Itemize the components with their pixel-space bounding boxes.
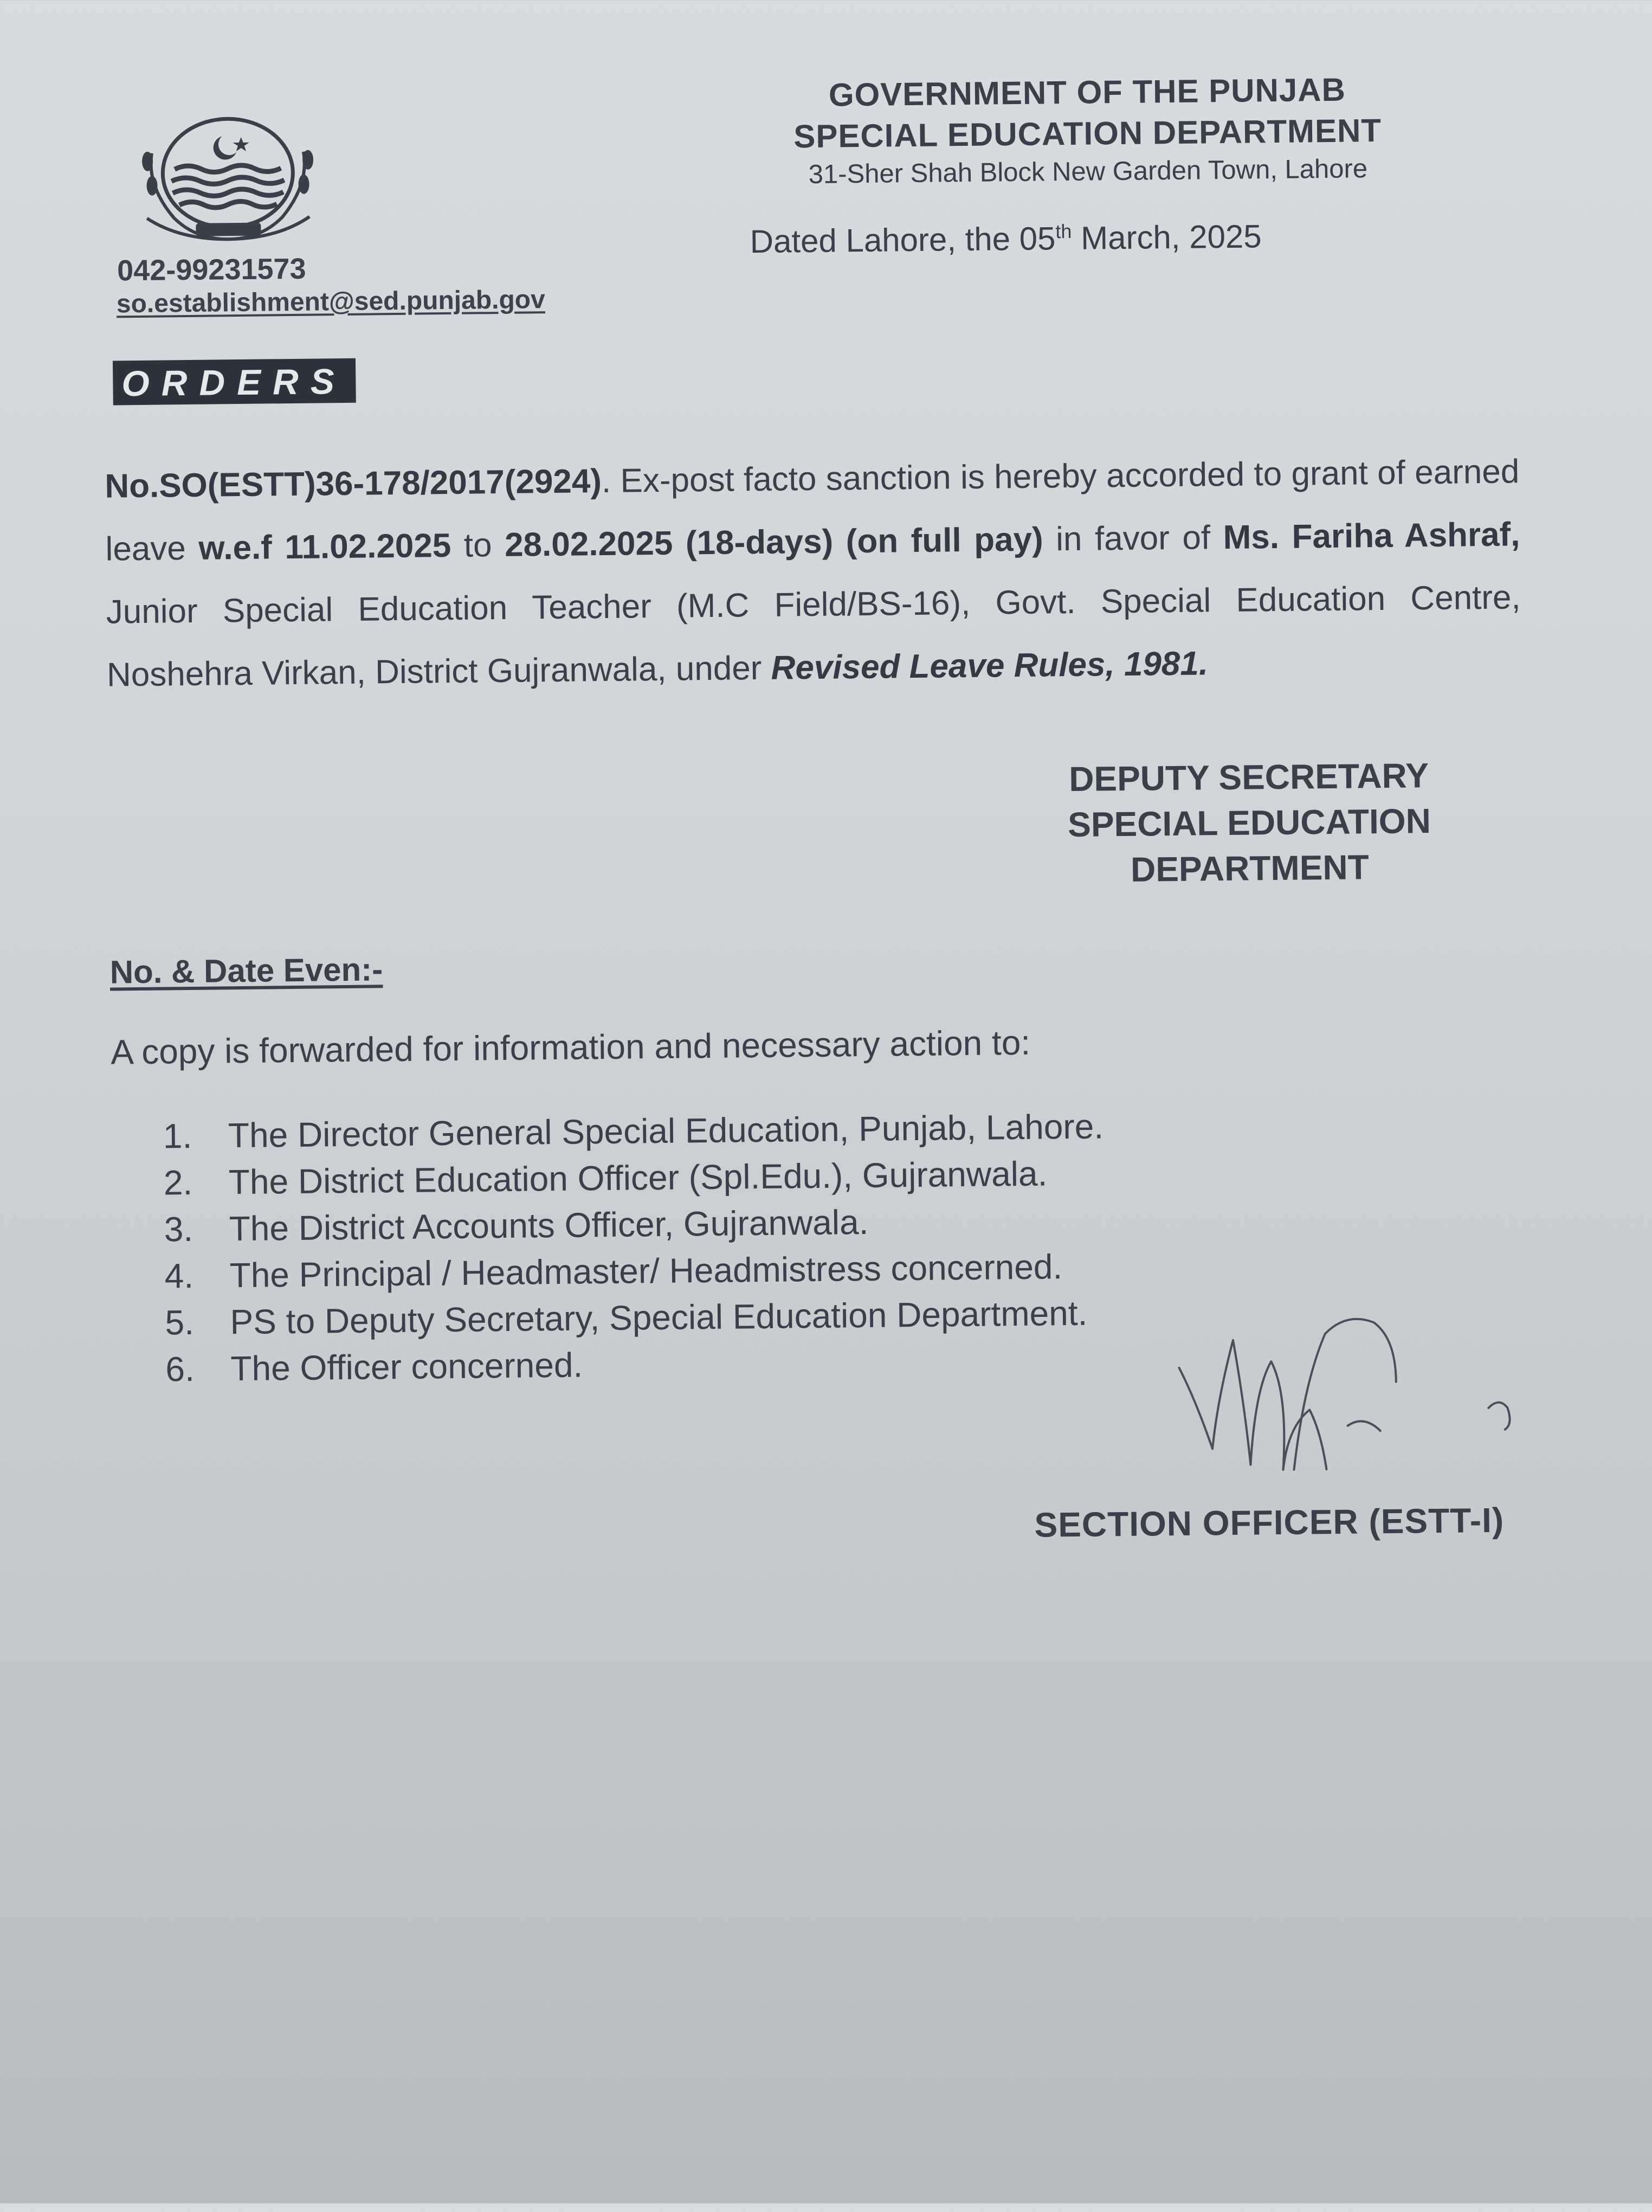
deputy-secretary-block	[1005, 752, 1494, 893]
list-item-number: 1.	[163, 1116, 192, 1156]
employee-name: Ms. Fariha Ashraf,	[1223, 516, 1520, 557]
copy-forward-intro: A copy is forwarded for information and necessary action to:	[110, 1023, 1031, 1072]
department-address: 31-Sher Shah Block New Garden Town, Lahore	[808, 154, 1368, 189]
list-item-number: 5.	[165, 1302, 195, 1342]
date-ordinal: th	[1055, 220, 1072, 243]
date-line	[750, 217, 1262, 260]
signatory-line-2: SPECIAL EDUCATION	[1067, 801, 1431, 845]
punjab-emblem-icon	[130, 108, 326, 256]
date-suffix: March, 2025	[1072, 218, 1262, 256]
list-item-text: PS to Deputy Secretary, Special Education Department.	[230, 1293, 1088, 1342]
leave-rules: Revised Leave Rules, 1981.	[771, 645, 1209, 687]
order-text-1: . Ex-post facto sanction is hereby accorded to grant of earned leave	[105, 453, 1520, 568]
section-officer-title: SECTION OFFICER (ESTT-I)	[1034, 1500, 1505, 1545]
letterhead-title	[738, 68, 1438, 192]
distribution-list	[163, 1103, 1106, 1392]
signatory-line-3: DEPARTMENT	[1130, 847, 1370, 889]
list-item	[165, 1336, 1106, 1392]
orders-heading: ORDERS	[113, 358, 356, 406]
list-item-text: The Officer concerned.	[230, 1345, 583, 1388]
government-name: GOVERNMENT OF THE PUNJAB	[828, 71, 1346, 113]
handwritten-signature-icon	[1167, 1299, 1560, 1520]
department-name: SPECIAL EDUCATION DEPARTMENT	[793, 112, 1382, 155]
list-item-text: The District Education Officer (Spl.Edu.), Gujranwala.	[228, 1154, 1048, 1202]
list-item-number: 4.	[164, 1256, 194, 1296]
leave-period: 28.02.2025 (18-days) (on full pay)	[504, 520, 1044, 564]
order-number: No.SO(ESTT)36-178/2017(2924)	[105, 462, 602, 505]
list-item-number: 6.	[165, 1349, 195, 1389]
list-item-text: The Director General Special Education, Punjab, Lahore.	[228, 1107, 1104, 1155]
list-item	[165, 1289, 1106, 1346]
phone-number: 042-99231573	[117, 252, 306, 287]
list-item-text: The District Accounts Officer, Gujranwala.	[229, 1202, 869, 1249]
list-item-number: 3.	[164, 1209, 193, 1249]
order-text-2: to	[450, 526, 505, 564]
signatory-line-1: DEPUTY SECRETARY	[1068, 756, 1429, 799]
order-text-4: Junior Special Education Teacher (M.C Field/BS-16), Govt. Special Education Centre, Noshehra Virkan, District Gujranwala, under	[106, 578, 1521, 694]
no-date-even-heading: No. & Date Even:-	[109, 951, 383, 991]
list-item-number: 2.	[163, 1163, 193, 1203]
list-item	[163, 1149, 1104, 1206]
order-paragraph	[104, 377, 1522, 706]
list-item-text: The Principal / Headmaster/ Headmistress concerned.	[229, 1247, 1063, 1295]
date-prefix: Dated Lahore, the 05	[750, 220, 1056, 260]
email-address: so.establishment@sed.punjab.gov	[116, 285, 546, 319]
order-text-3: in favor of	[1043, 519, 1223, 558]
leave-start: w.e.f 11.02.2025	[198, 526, 451, 567]
